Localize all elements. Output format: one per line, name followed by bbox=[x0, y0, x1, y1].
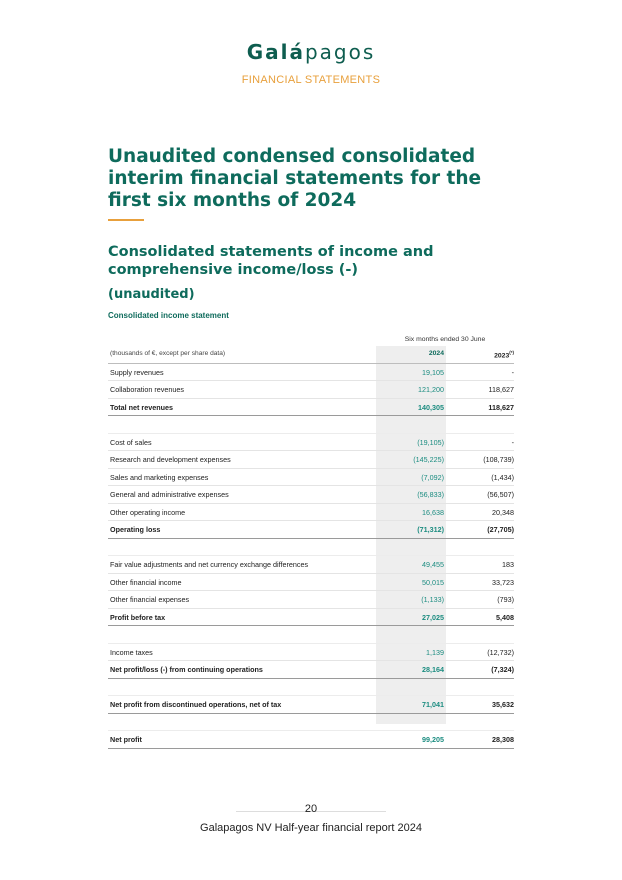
value-2023: (1,434) bbox=[491, 472, 514, 482]
row-label: Profit before tax bbox=[110, 612, 166, 622]
table-header-row bbox=[108, 346, 514, 364]
row-label: Supply revenues bbox=[110, 367, 164, 377]
table-row bbox=[108, 644, 514, 662]
value-2024: 19,105 bbox=[422, 367, 444, 377]
row-label: Collaboration revenues bbox=[110, 385, 184, 394]
table-row bbox=[108, 486, 514, 504]
units-label: (thousands of €, except per share data) bbox=[110, 350, 226, 357]
value-2024: 27,025 bbox=[422, 612, 444, 622]
value-2023: - bbox=[511, 367, 514, 377]
column-header-2023-note: (*) bbox=[509, 350, 514, 355]
income-statement-table bbox=[108, 336, 514, 749]
row-label: Net profit/loss (-) from continuing operations bbox=[110, 665, 263, 674]
value-2024: 50,015 bbox=[422, 577, 444, 587]
spacer-row bbox=[108, 539, 514, 557]
row-label: Sales and marketing expenses bbox=[110, 472, 209, 482]
table-row-total bbox=[108, 661, 514, 679]
value-2024: (19,105) bbox=[417, 437, 444, 447]
value-2023: - bbox=[511, 437, 514, 447]
value-2024: (7,092) bbox=[421, 472, 444, 482]
value-2024: 140,305 bbox=[418, 402, 444, 412]
table-row-total bbox=[108, 609, 514, 627]
table-row bbox=[108, 574, 514, 592]
page-number: 20 bbox=[304, 803, 318, 815]
row-label: Cost of sales bbox=[110, 437, 152, 447]
table-row bbox=[108, 591, 514, 609]
table-row-total bbox=[108, 521, 514, 539]
page-title: Unaudited condensed consolidated interim financial statements for the first six months of 2024 bbox=[108, 146, 482, 211]
company-logo bbox=[0, 40, 622, 64]
value-2024: 16,638 bbox=[422, 507, 444, 517]
row-label: Operating loss bbox=[110, 525, 161, 534]
column-header-2024: 2024 bbox=[428, 350, 444, 357]
table-row-total bbox=[108, 696, 514, 714]
row-label: Other financial income bbox=[110, 577, 182, 587]
value-2023: 118,627 bbox=[488, 402, 514, 412]
row-label: Research and development expenses bbox=[110, 455, 231, 464]
row-label: Net profit bbox=[110, 735, 142, 744]
value-2023: 28,308 bbox=[492, 735, 514, 744]
value-2024: 1,139 bbox=[426, 647, 444, 657]
value-2023: 118,627 bbox=[488, 385, 514, 394]
value-2023: 35,632 bbox=[492, 700, 514, 709]
statement-title: Consolidated income statement bbox=[108, 311, 229, 320]
section-label: FINANCIAL STATEMENTS bbox=[241, 74, 381, 86]
value-2023: (7,324) bbox=[491, 665, 514, 674]
spacer-row bbox=[108, 714, 514, 732]
value-2024: (56,833) bbox=[417, 490, 444, 499]
value-2023: (12,732) bbox=[487, 647, 514, 657]
row-label: Net profit from discontinued operations, net of tax bbox=[110, 700, 282, 709]
value-2023: (793) bbox=[497, 595, 514, 604]
row-label: General and administrative expenses bbox=[110, 490, 229, 499]
value-2023: 5,408 bbox=[496, 612, 514, 622]
footer-text: Galapagos NV Half-year financial report 2024 bbox=[200, 822, 422, 834]
value-2024: 28,164 bbox=[422, 665, 444, 674]
table-row-total bbox=[108, 731, 514, 749]
value-2024: 71,041 bbox=[422, 700, 444, 709]
table-row bbox=[108, 469, 514, 487]
logo-part-bold: Galá bbox=[246, 40, 305, 64]
row-label: Fair value adjustments and net currency exchange differences bbox=[110, 560, 309, 569]
spacer-row bbox=[108, 679, 514, 697]
spacer-row bbox=[108, 416, 514, 434]
value-2023: 20,348 bbox=[492, 507, 514, 517]
value-2024: 99,205 bbox=[422, 735, 444, 744]
title-underline-divider bbox=[108, 219, 144, 221]
value-2024: 121,200 bbox=[418, 385, 444, 394]
table-row bbox=[108, 434, 514, 452]
section-heading: Consolidated statements of income and comprehensive income/loss (-) bbox=[108, 244, 434, 278]
spacer-row bbox=[108, 626, 514, 644]
value-2023: (108,739) bbox=[483, 455, 514, 464]
logo-part-rest: pagos bbox=[304, 40, 376, 64]
unaudited-label: (unaudited) bbox=[108, 287, 195, 302]
value-2023: 33,723 bbox=[492, 577, 514, 587]
table-row-total bbox=[108, 399, 514, 417]
value-2023: (56,507) bbox=[487, 490, 514, 499]
table-row bbox=[108, 556, 514, 574]
table-row bbox=[108, 451, 514, 469]
row-label: Total net revenues bbox=[110, 402, 173, 412]
period-header: Six months ended 30 June bbox=[404, 336, 486, 343]
value-2024: (145,225) bbox=[413, 455, 444, 464]
value-2023: 183 bbox=[502, 560, 514, 569]
column-header-2023-label: 2023 bbox=[494, 352, 510, 360]
table-row bbox=[108, 364, 514, 382]
value-2023: (27,705) bbox=[487, 525, 514, 534]
value-2024: 49,455 bbox=[422, 560, 444, 569]
column-header-2023 bbox=[446, 350, 514, 359]
row-label: Other financial expenses bbox=[110, 595, 190, 604]
value-2024: (1,133) bbox=[421, 595, 444, 604]
table-row bbox=[108, 381, 514, 399]
table-row bbox=[108, 504, 514, 522]
value-2024: (71,312) bbox=[417, 525, 444, 534]
row-label: Other operating income bbox=[110, 507, 186, 517]
row-label: Income taxes bbox=[110, 647, 153, 657]
